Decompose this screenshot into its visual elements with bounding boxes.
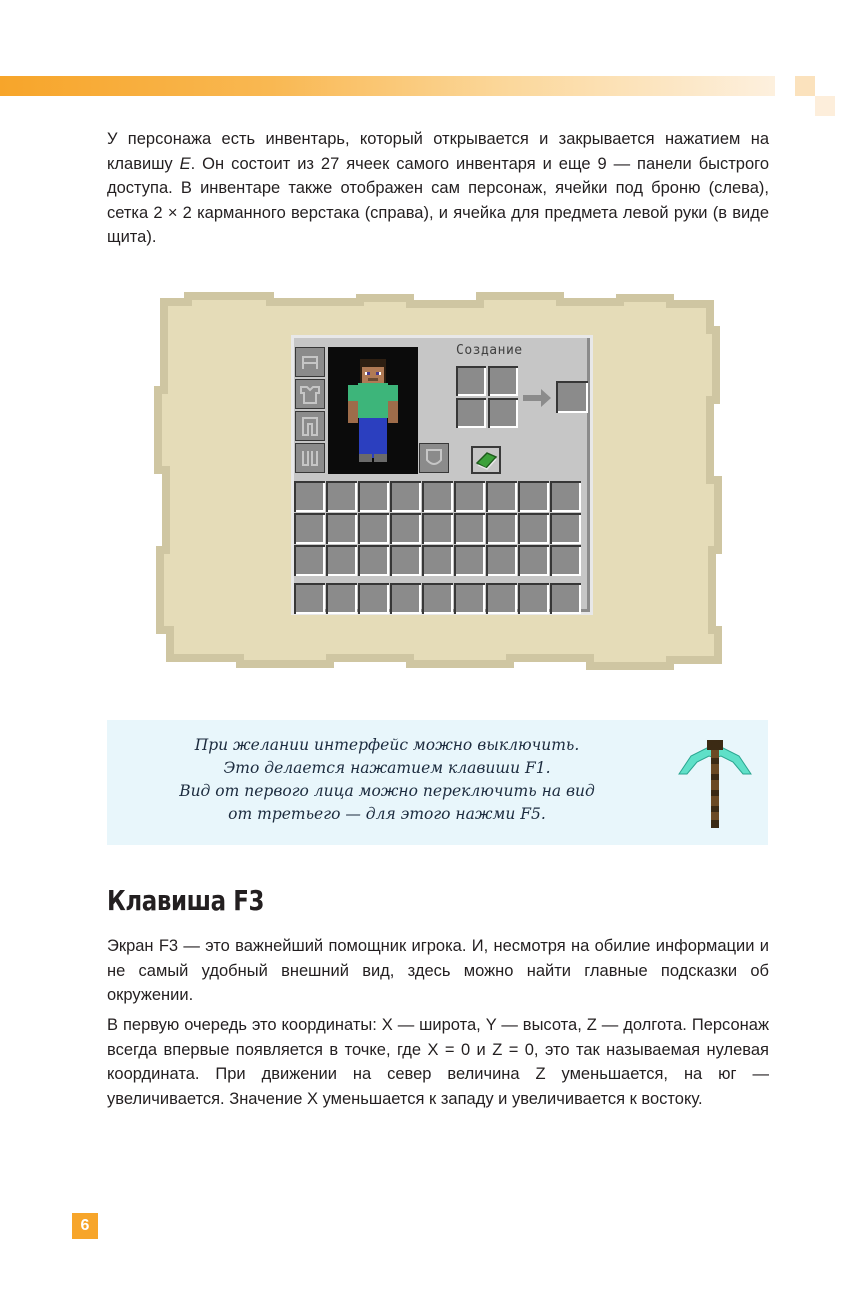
inventory-slot[interactable]	[294, 545, 325, 576]
chestplate-slot[interactable]	[295, 379, 325, 409]
crafting-slot[interactable]	[456, 398, 486, 428]
leggings-slot[interactable]	[295, 411, 325, 441]
inventory-slot[interactable]	[390, 545, 421, 576]
crafting-slot[interactable]	[456, 366, 486, 396]
coordinates-paragraph: В первую очередь это координаты: X — широта, Y — высота, Z — долгота. Персонаж всегда впервые появляется в точке, где X = 0 и Z = 0, это так называемая нулевая координата. При движении на север величина Z уменьшается, на юг — увеличивается. Значение X уменьшается к западу и увеличивается к востоку.	[107, 1016, 769, 1108]
boots-slot-icon	[299, 447, 321, 469]
inventory-slot[interactable]	[518, 545, 549, 576]
inventory-slot[interactable]	[326, 513, 357, 544]
inventory-key: E	[179, 154, 191, 173]
hotbar-slot[interactable]	[326, 583, 357, 614]
offhand-slot[interactable]	[419, 443, 449, 473]
hotbar-slot[interactable]	[550, 583, 581, 614]
tip-line: Это делается нажатием клавиши F1.	[223, 759, 551, 777]
hotbar-slot[interactable]	[422, 583, 453, 614]
inventory-slot[interactable]	[390, 481, 421, 512]
inventory-slot[interactable]	[550, 481, 581, 512]
inventory-illustration	[150, 290, 725, 670]
inventory-slot[interactable]	[358, 545, 389, 576]
inventory-slot[interactable]	[486, 545, 517, 576]
inventory-slot[interactable]	[422, 513, 453, 544]
crafting-output-slot[interactable]	[556, 381, 588, 413]
leggings-slot-icon	[299, 415, 321, 437]
inventory-slot[interactable]	[454, 545, 485, 576]
inventory-slot[interactable]	[358, 513, 389, 544]
player-figure	[328, 347, 418, 474]
inventory-slot[interactable]	[486, 513, 517, 544]
player-preview	[328, 347, 418, 474]
inventory-slot[interactable]	[518, 481, 549, 512]
tip-text	[147, 734, 627, 826]
inventory-slot[interactable]	[326, 545, 357, 576]
inventory-slot[interactable]	[454, 513, 485, 544]
chestplate-slot-icon	[299, 383, 321, 405]
diamond-pickaxe-icon	[677, 734, 753, 830]
inventory-slot[interactable]	[422, 545, 453, 576]
top-decorative-bar	[0, 76, 775, 96]
crafting-label: Создание	[456, 343, 523, 358]
tip-line: от третьего — для этого нажми F5.	[228, 805, 546, 823]
inventory-slot[interactable]	[294, 481, 325, 512]
craft-arrow-icon	[523, 388, 553, 408]
inventory-grid	[294, 481, 590, 611]
recipe-book-button[interactable]	[470, 445, 502, 475]
inventory-slot[interactable]	[358, 481, 389, 512]
inventory-slot[interactable]	[326, 481, 357, 512]
tip-box	[107, 720, 768, 845]
tip-line: При желании интерфейс можно выключить.	[194, 736, 580, 754]
inventory-slot[interactable]	[422, 481, 453, 512]
crafting-slot[interactable]	[488, 366, 518, 396]
f3-paragraph: Экран F3 — это важнейший помощник игрока. И, несмотря на обилие информации и не самый удобный внешний вид, здесь можно найти главные подсказки об окружении.	[107, 937, 769, 1004]
hotbar-slot[interactable]	[454, 583, 485, 614]
tip-line: Вид от первого лица можно переключить на вид	[179, 782, 595, 800]
inventory-slot[interactable]	[454, 481, 485, 512]
crafting-slot[interactable]	[488, 398, 518, 428]
shield-slot-icon	[423, 447, 445, 469]
hotbar-slot[interactable]	[518, 583, 549, 614]
hotbar-slot[interactable]	[390, 583, 421, 614]
inventory-slot[interactable]	[550, 513, 581, 544]
inventory-slot[interactable]	[550, 545, 581, 576]
hotbar-slot[interactable]	[358, 583, 389, 614]
boots-slot[interactable]	[295, 443, 325, 473]
helmet-slot[interactable]	[295, 347, 325, 377]
hotbar-slot[interactable]	[294, 583, 325, 614]
inventory-slot[interactable]	[294, 513, 325, 544]
inventory-slot[interactable]	[486, 481, 517, 512]
top-bar-pixel	[795, 76, 815, 96]
recipe-book-icon	[470, 445, 502, 475]
page-number: 6	[72, 1213, 98, 1239]
section-heading: Клавиша F3	[107, 884, 265, 917]
inventory-panel	[291, 335, 593, 615]
hotbar-slot[interactable]	[486, 583, 517, 614]
top-bar-pixel	[815, 96, 835, 116]
inventory-slot[interactable]	[390, 513, 421, 544]
intro-paragraph: У персонажа есть инвентарь, который открывается и закрывается нажатием на клавишу E. Он состоит из 27 ячеек самого инвентаря и еще 9 — панели быстрого доступа. В инвентаре также отображен сам персонаж, ячейки под броню (слева), сетка 2 × 2 карманного верстака (справа), и ячейка для предмета левой руки (в виде щита).	[107, 130, 769, 246]
helmet-slot-icon	[299, 351, 321, 373]
inventory-slot[interactable]	[518, 513, 549, 544]
